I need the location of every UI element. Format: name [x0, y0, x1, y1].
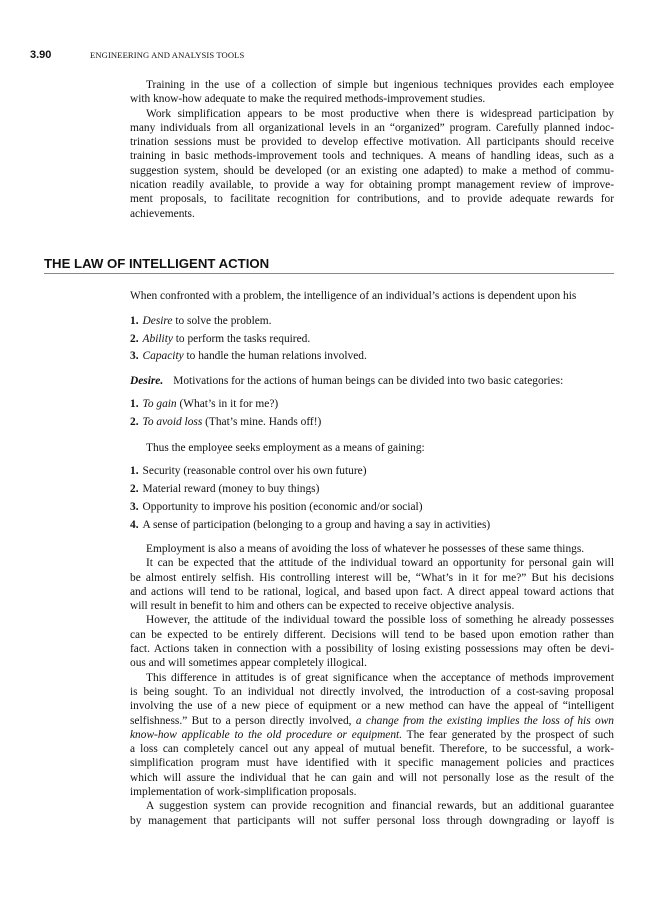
gains-list [130, 464, 614, 536]
text-line [130, 771, 614, 785]
list-emphasis: Ability [142, 332, 173, 345]
line-text: This difference in attitudes is of great significance when the acceptance of methods improvement [146, 671, 614, 684]
list-number: 4. [130, 519, 139, 531]
line-text: by management that participants will not suffer personal loss through downgrading or layoff is [130, 814, 614, 827]
text-line [130, 785, 614, 799]
list-text: to solve the problem. [172, 315, 272, 327]
line-text: implementation of work-simplification proposals. [130, 786, 357, 799]
list-text: Security (reasonable control over his own future) [142, 465, 367, 477]
line-text: Employment is also a means of avoiding the loss of whatever he possesses of these same things. [146, 543, 585, 555]
line-text: be almost entirely selfish. His controlling interest will be, “What’s in it for me?” But his decisions [130, 571, 614, 584]
intro-paragraphs [130, 78, 614, 221]
line-text: is being sought. To an individual not directly involved, the introduction of a cost-saving proposal [130, 685, 614, 698]
paragraph [130, 671, 614, 800]
line-text: Work simplification appears to be most productive when there is widespread participation by [146, 107, 614, 120]
list-number: 2. [130, 332, 139, 345]
line-text: and actions will tend to be rational, logical, and based upon fact. A direct appeal toward actions that [130, 585, 614, 598]
list-text: A sense of participation (belonging to a group and having a say in activities) [142, 519, 491, 531]
text-line [130, 207, 614, 221]
thus-paragraph: Thus the employee seeks employment as a means of gaining: [146, 442, 425, 454]
list-emphasis: Desire [142, 315, 173, 327]
italic-text: a change from the existing implies the loss of his own [355, 714, 614, 727]
text-line [130, 656, 614, 670]
list-text: Opportunity to improve his position (economic and/or social) [142, 501, 423, 513]
line-text: a loss can completely cancel out any appeal of mutual benefit. Therefore, to be successful, a work- [130, 743, 614, 756]
text-line [130, 107, 614, 121]
text-line [130, 585, 614, 599]
list-item [130, 518, 614, 536]
line-text: A suggestion system can provide recognition and financial rewards, but an additional guarantee [146, 800, 614, 813]
list-emphasis: To gain [142, 398, 177, 410]
text-line [130, 164, 614, 178]
list-text: to perform the tasks required. [172, 332, 311, 345]
list-item [130, 464, 614, 482]
line-text: nication readily available, to provide a way for obtaining prompt management review of improve- [130, 179, 614, 192]
paragraph [130, 613, 614, 670]
line-text: training in basic methods-improvement tools and techniques. A means of handling ideas, such as a [130, 150, 614, 163]
text-line [130, 192, 614, 206]
list-item [130, 314, 614, 332]
text-line [130, 714, 614, 728]
list-item [130, 482, 614, 500]
paragraph [130, 799, 614, 828]
line-text: ous and will sometimes appear completely illogical. [130, 657, 367, 670]
text-line [130, 121, 614, 135]
text-line [130, 699, 614, 713]
italic-text: know-how applicable to the old procedure or equipment. [130, 728, 403, 741]
line-text: achievements. [130, 207, 195, 220]
text-line [130, 671, 614, 685]
text-line [130, 542, 614, 556]
text-line [130, 628, 614, 642]
line-text: trination sessions must be provided to develop effective motivation. All participants should receive [130, 136, 614, 149]
line-text: involving the use of a new piece of equipment or a new method can have the appeal of “intelligent [130, 700, 614, 713]
text-line [130, 92, 614, 106]
list-text: to handle the human relations involved. [183, 350, 367, 362]
text-line [130, 756, 614, 770]
line-text: However, the attitude of the individual toward the possible loss of something he already possesses [146, 614, 614, 627]
text-line [130, 685, 614, 699]
text-line [130, 78, 614, 92]
text-line [130, 728, 614, 742]
section-rule [44, 273, 614, 274]
body-paragraphs [130, 542, 614, 828]
text-line [130, 814, 614, 828]
text-line [130, 178, 614, 192]
line-text: The fear generated by the prospect of such [402, 728, 614, 741]
list-text: (That’s mine. Hands off!) [202, 416, 322, 428]
text-line [130, 742, 614, 756]
text-line [130, 642, 614, 656]
desire-run-in-head: Desire. [130, 375, 164, 387]
paragraph [130, 107, 614, 221]
list-item [130, 397, 614, 415]
line-text: Training in the use of a collection of simple but ingenious techniques provides each employee [146, 79, 614, 91]
running-header: ENGINEERING AND ANALYSIS TOOLS [90, 50, 245, 60]
text-line [130, 556, 614, 570]
text-line [130, 149, 614, 163]
list-item [130, 332, 614, 350]
line-text: can be expected to be entirely different. Decisions will tend to be based upon emotion rather than [130, 628, 614, 641]
list-emphasis: Capacity [142, 350, 184, 362]
text-line [130, 613, 614, 627]
list-number: 2. [130, 483, 139, 495]
line-text: simplification program must have identified with it specific management policies and practices [130, 757, 614, 770]
section-intro: When confronted with a problem, the intelligence of an individual’s actions is dependent upon his [130, 290, 577, 302]
list-item [130, 500, 614, 518]
text-line [130, 799, 614, 813]
text-line [130, 571, 614, 585]
line-text: will result in benefit to him and others can be expected to receive objective analysis. [130, 600, 515, 613]
paragraph [130, 542, 614, 556]
list-item [130, 415, 614, 433]
list-number: 1. [130, 315, 139, 327]
list-number: 3. [130, 350, 139, 362]
line-text: selfishness.” But to a person directly involved, [130, 714, 356, 727]
paragraph [130, 78, 614, 107]
paragraph [130, 556, 614, 613]
desire-paragraph [130, 374, 614, 388]
list-emphasis: To avoid loss [142, 416, 203, 428]
motivation-list [130, 397, 614, 433]
list-item [130, 349, 614, 367]
text-line [130, 599, 614, 613]
line-text: ment proposals, to facilitate recognition for contributions, and to provide adequate rewards for [130, 193, 614, 206]
page-number: 3.90 [30, 49, 52, 61]
line-text: It can be expected that the attitude of the individual toward an opportunity for personal gain will [146, 557, 614, 570]
line-text: which will assure the individual that he can gain and will not personally lose as the result of the [130, 771, 614, 784]
list-number: 1. [130, 398, 139, 410]
text-line [130, 135, 614, 149]
list-number: 2. [130, 416, 139, 428]
line-text: fact. Actions taken in connection with a possibility of losing existing possessions may often be devi- [130, 643, 614, 656]
line-text: suggestion system, should be developed (or an existing one adapted) to make a method of commu- [130, 164, 614, 177]
abilities-list [130, 314, 614, 367]
desire-text: Motivations for the actions of human beings can be divided into two basic categories: [173, 375, 564, 387]
list-text: (What’s in it for me?) [176, 398, 279, 410]
line-text: with know-how adequate to make the required methods-improvement studies. [130, 93, 486, 106]
list-text: Material reward (money to buy things) [142, 483, 320, 495]
list-number: 1. [130, 465, 139, 477]
line-text: many individuals from all organizational levels in an “organized” program. Carefully planned indoc- [130, 121, 614, 134]
list-number: 3. [130, 501, 139, 513]
section-heading: THE LAW OF INTELLIGENT ACTION [44, 256, 270, 271]
